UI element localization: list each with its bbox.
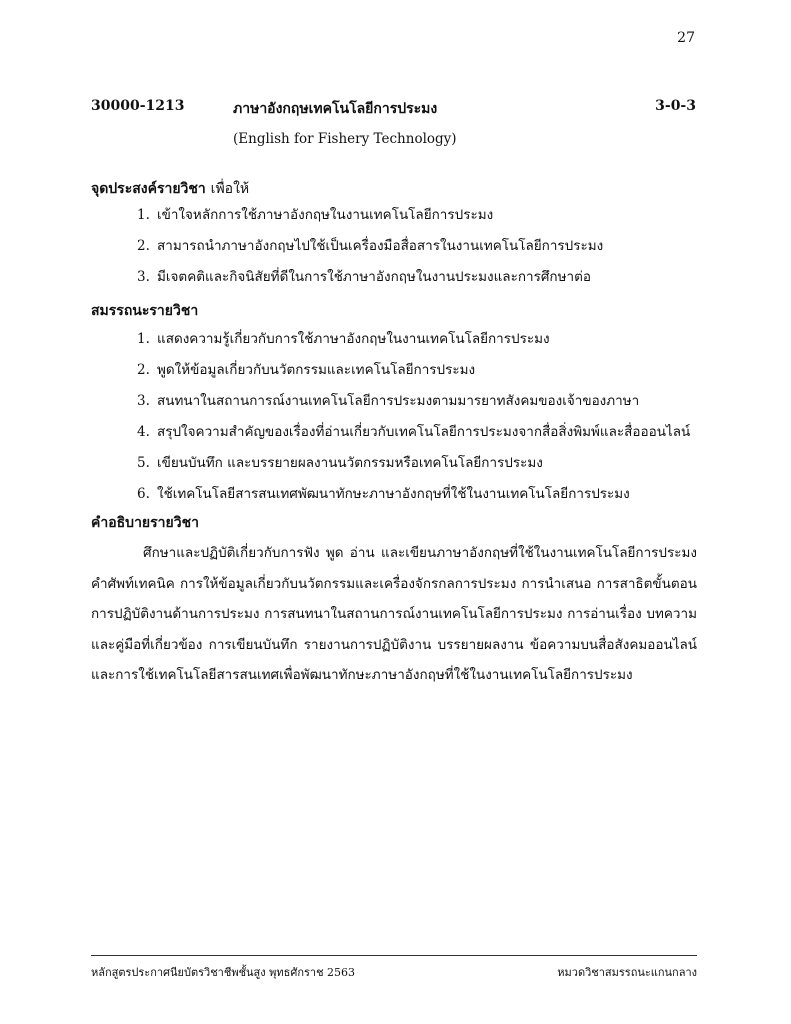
course-header (91, 98, 696, 120)
footer-category: หมวดวิชาสมรรถนะแกนกลาง (557, 966, 697, 979)
competency-text: สรุปใจความสำคัญของเรื่องที่อ่านเกี่ยวกับเทคโนโลยีการประมงจากสื่อสิ่งพิมพ์และสื่อออนไลน์ (157, 424, 691, 440)
competency-item (137, 327, 690, 358)
competency-number: 5. (137, 455, 150, 471)
objective-number: 2. (137, 238, 150, 254)
objective-number: 3. (137, 269, 150, 285)
objective-item (137, 203, 603, 234)
competency-item (137, 389, 690, 420)
competency-number: 2. (137, 362, 150, 378)
competency-number: 4. (137, 424, 150, 440)
course-title-english: (English for Fishery Technology) (233, 131, 457, 147)
competency-text: พูดให้ข้อมูลเกี่ยวกับนวัตกรรมและเทคโนโลยีการประมง (157, 362, 476, 378)
competency-text: เขียนบันทึก และบรรยายผลงานนวัตกรรมหรือเทคโนโลยีการประมง (157, 455, 543, 471)
competencies-list (137, 327, 690, 513)
competency-item (137, 358, 690, 389)
competencies-heading: สมรรถนะรายวิชา (91, 303, 199, 319)
competency-number: 3. (137, 393, 150, 409)
objectives-heading (91, 178, 249, 200)
competency-text: ใช้เทคโนโลยีสารสนเทศพัฒนาทักษะภาษาอังกฤษที่ใช้ในงานเทคโนโลยีการประมง (157, 486, 630, 502)
footer-divider (91, 955, 697, 956)
competency-item (137, 451, 690, 482)
course-title-thai: ภาษาอังกฤษเทคโนโลยีการประมง (233, 101, 438, 117)
objective-text: มีเจตคติและกิจนิสัยที่ดีในการใช้ภาษาอังกฤษในงานประมงและการศึกษาต่อ (157, 269, 591, 285)
objective-number: 1. (137, 207, 150, 223)
course-code: 30000-1213 (91, 98, 185, 114)
objectives-heading-label: จุดประสงค์รายวิชา (91, 181, 206, 197)
competency-text: สนทนาในสถานการณ์งานเทคโนโลยีการประมงตามมารยาทสังคมของเจ้าของภาษา (157, 393, 640, 409)
objectives-list (137, 203, 603, 296)
competency-number: 6. (137, 486, 150, 502)
objective-text: สามารถนำภาษาอังกฤษไปใช้เป็นเครื่องมือสื่อสารในงานเทคโนโลยีการประมง (157, 238, 604, 254)
objective-text: เข้าใจหลักการใช้ภาษาอังกฤษในงานเทคโนโลยีการประมง (157, 207, 494, 223)
competency-number: 1. (137, 331, 150, 347)
description-paragraph: ศึกษาและปฏิบัติเกี่ยวกับการฟัง พูด อ่าน และเขียนภาษาอังกฤษที่ใช้ในงานเทคโนโลยีการประมง คำศัพท์เทคนิค การให้ข้อมูลเกี่ยวกับนวัตกรรมและเครื่องจักรกลการประมง การนำเสนอ การสาธิตขั้นตอน การปฏิบัติงานด้านการประมง การสนทนาในสถานการณ์งานเทคโนโลยีการประมง การอ่านเรื่อง บทความ และคู่มือที่เกี่ยวข้อง การเขียนบันทึก รายงานการปฏิบัติงาน บรรยายผลงาน ข้อความบนสื่อสังคมออนไลน์ และการใช้เทคโนโลยีสารสนเทศเพื่อพัฒนาทักษะภาษาอังกฤษที่ใช้ในงานเทคโนโลยีการประมง (91, 545, 697, 683)
description-heading: คำอธิบายรายวิชา (91, 515, 199, 531)
objective-item (137, 234, 603, 265)
competency-item (137, 420, 690, 451)
footer-curriculum: หลักสูตรประกาศนียบัตรวิชาชีพชั้นสูง พุทธศักราช 2563 (91, 966, 356, 979)
objectives-heading-suffix: เพื่อให้ (210, 181, 250, 197)
page-number: 27 (677, 30, 695, 46)
objective-item (137, 265, 603, 296)
competency-item (137, 482, 690, 513)
competency-text: แสดงความรู้เกี่ยวกับการใช้ภาษาอังกฤษในงานเทคโนโลยีการประมง (157, 331, 550, 347)
course-credits: 3-0-3 (655, 98, 696, 114)
